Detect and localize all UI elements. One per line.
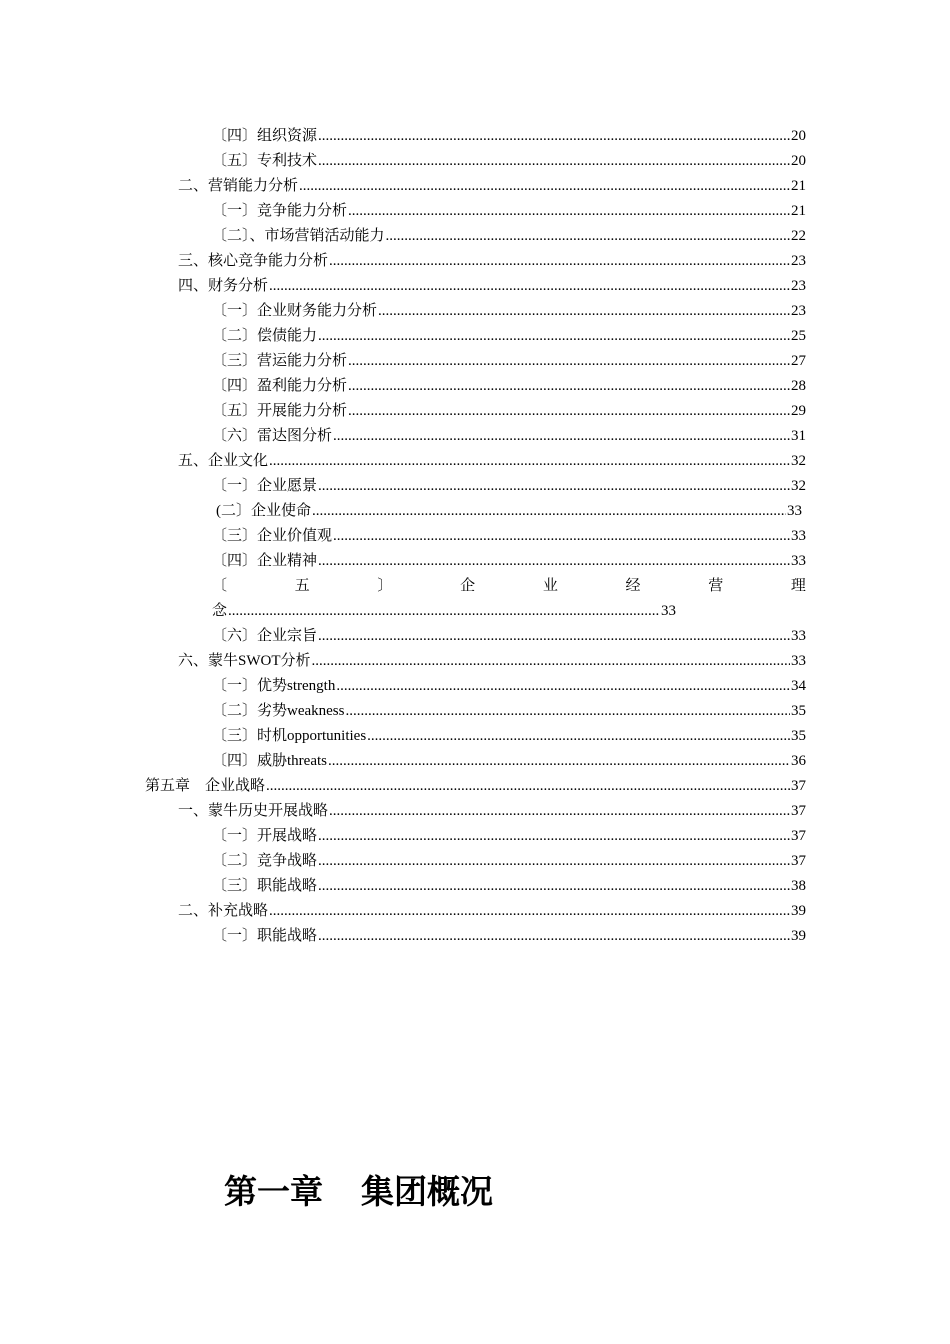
toc-entry[interactable] <box>178 650 806 672</box>
toc-entry[interactable] <box>212 125 806 147</box>
toc-entry[interactable] <box>145 775 806 797</box>
toc-page-number: 33 <box>791 553 806 569</box>
toc-label: 〔四〕盈利能力分析 <box>212 378 348 394</box>
toc-leader-dots <box>318 875 790 897</box>
chapter-heading <box>224 1170 493 1214</box>
toc-leader-dots <box>333 425 790 447</box>
toc-entry[interactable] <box>212 350 806 372</box>
toc-page-number: 33 <box>791 528 806 544</box>
toc-entry[interactable] <box>212 750 806 772</box>
toc-leader-dots <box>318 625 790 647</box>
toc-entry[interactable] <box>212 325 806 347</box>
toc-label: (二〕企业使命 <box>216 503 311 519</box>
toc-leader-dots <box>329 800 790 822</box>
toc-spread-char: 经 <box>625 578 641 594</box>
toc-page-number: 23 <box>791 303 806 319</box>
toc-leader-dots <box>318 850 790 872</box>
toc-leader-dots <box>318 475 790 497</box>
toc-page-number: 34 <box>791 678 806 694</box>
toc-entry[interactable] <box>212 400 806 422</box>
toc-leader-dots <box>348 200 790 222</box>
toc-page-number: 20 <box>791 153 806 169</box>
toc-entry-continuation[interactable] <box>212 600 676 622</box>
toc-leader-dots <box>345 700 790 722</box>
toc-label: 〔二〕竞争战略 <box>212 853 318 869</box>
toc-page-number: 32 <box>791 453 806 469</box>
chapter-title: 集团概况 <box>361 1172 493 1211</box>
toc-leader-dots <box>228 600 660 622</box>
toc-entry[interactable] <box>212 550 806 572</box>
toc-label: 〔一〕企业财务能力分析 <box>212 303 378 319</box>
toc-leader-dots <box>336 675 790 697</box>
toc-page-number: 33 <box>661 603 676 619</box>
toc-leader-dots <box>348 400 790 422</box>
toc-entry[interactable] <box>212 925 806 947</box>
toc-page-number: 22 <box>791 228 806 244</box>
toc-page-number: 31 <box>791 428 806 444</box>
toc-entry[interactable] <box>212 150 806 172</box>
toc-entry[interactable] <box>212 875 806 897</box>
toc-page-number: 37 <box>791 828 806 844</box>
toc-label: 〔二〕偿债能力 <box>212 328 318 344</box>
toc-page-number: 36 <box>791 753 806 769</box>
toc-leader-dots <box>312 500 786 522</box>
toc-leader-dots <box>348 350 790 372</box>
toc-label: 〔三〕营运能力分析 <box>212 353 348 369</box>
toc-entry[interactable] <box>212 425 806 447</box>
toc-entry[interactable] <box>178 900 806 922</box>
toc-label: 〔一〕优势strength <box>212 678 336 694</box>
toc-leader-dots <box>378 300 790 322</box>
toc-leader-dots <box>367 725 790 747</box>
toc-spread-char: 企 <box>460 578 476 594</box>
toc-spread-char: 业 <box>542 578 558 594</box>
toc-leader-dots <box>266 775 790 797</box>
toc-spread-char: 〕 <box>377 578 393 594</box>
toc-leader-dots <box>329 250 790 272</box>
toc-entry[interactable] <box>212 850 806 872</box>
toc-entry[interactable] <box>212 300 806 322</box>
toc-label: 〔二〕、市场营销活动能力 <box>212 228 385 244</box>
toc-leader-dots <box>269 450 790 472</box>
toc-leader-dots <box>269 900 790 922</box>
toc-label: 〔四〕企业精神 <box>212 553 318 569</box>
toc-entry[interactable] <box>178 250 806 272</box>
toc-entry[interactable] <box>212 825 806 847</box>
toc-label: 〔二〕劣势weakness <box>212 703 345 719</box>
toc-label: 二、营销能力分析 <box>178 178 299 194</box>
toc-page-number: 39 <box>791 903 806 919</box>
toc-label: 五、企业文化 <box>178 453 269 469</box>
toc-label: 〔三〕时机opportunities <box>212 728 367 744</box>
toc-label: 〔三〕企业价值观 <box>212 528 333 544</box>
toc-label: 〔四〕威胁threats <box>212 753 327 769</box>
toc-page-number: 33 <box>791 653 806 669</box>
toc-page-number: 33 <box>791 628 806 644</box>
toc-page-number: 37 <box>791 853 806 869</box>
toc-entry[interactable] <box>212 725 806 747</box>
toc-page-number: 25 <box>791 328 806 344</box>
toc-leader-dots <box>318 150 790 172</box>
chapter-number: 第一章 <box>224 1172 323 1211</box>
toc-label: 〔一〕竞争能力分析 <box>212 203 348 219</box>
toc-label: 〔五〕开展能力分析 <box>212 403 348 419</box>
toc-label: 〔一〕企业愿景 <box>212 478 318 494</box>
toc-page-number: 21 <box>791 203 806 219</box>
toc-page-number: 32 <box>791 478 806 494</box>
toc-leader-dots <box>328 750 790 772</box>
toc-entry[interactable] <box>212 225 806 247</box>
toc-entry[interactable] <box>212 475 806 497</box>
toc-spread-char: 〔 <box>212 578 228 594</box>
toc-label: 〔三〕职能战略 <box>212 878 318 894</box>
toc-entry[interactable] <box>178 450 806 472</box>
toc-entry[interactable] <box>212 625 806 647</box>
toc-leader-dots <box>386 225 790 247</box>
toc-label: 第五章 企业战略 <box>145 778 266 794</box>
toc-leader-dots <box>348 375 790 397</box>
toc-entry[interactable] <box>212 200 806 222</box>
toc-leader-dots <box>318 125 790 147</box>
toc-leader-dots <box>318 825 790 847</box>
toc-label: 〔四〕组织资源 <box>212 128 318 144</box>
toc-spread-char: 五 <box>294 578 310 594</box>
toc-entry[interactable] <box>212 525 806 547</box>
toc-leader-dots <box>318 325 790 347</box>
toc-spread-char: 理 <box>790 578 806 594</box>
toc-label: 〔五〕专利技术 <box>212 153 318 169</box>
toc-entry[interactable] <box>178 800 806 822</box>
toc-page-number: 21 <box>791 178 806 194</box>
toc-leader-dots <box>318 550 790 572</box>
toc-label: 〔六〕雷达图分析 <box>212 428 333 444</box>
toc-label: 四、财务分析 <box>178 278 269 294</box>
toc-leader-dots <box>312 650 791 672</box>
toc-page-number: 20 <box>791 128 806 144</box>
toc-page-number: 23 <box>791 278 806 294</box>
toc-entry[interactable] <box>178 175 806 197</box>
toc-page-number: 37 <box>791 778 806 794</box>
toc-leader-dots <box>333 525 790 547</box>
toc-leader-dots <box>269 275 790 297</box>
toc-page-number: 28 <box>791 378 806 394</box>
toc-spread-char: 营 <box>708 578 724 594</box>
toc-entry[interactable] <box>178 275 806 297</box>
toc-page-number: 38 <box>791 878 806 894</box>
toc-label: 〔一〕职能战略 <box>212 928 318 944</box>
toc-entry-spread <box>212 575 806 597</box>
toc-entry[interactable] <box>212 700 806 722</box>
toc-page-number: 35 <box>791 703 806 719</box>
toc-page-number: 39 <box>791 928 806 944</box>
toc-label: 〔六〕企业宗旨 <box>212 628 318 644</box>
toc-page-number: 33 <box>787 503 802 519</box>
toc-leader-dots <box>299 175 790 197</box>
toc-label: 六、蒙牛SWOT分析 <box>178 653 311 669</box>
toc-entry[interactable] <box>216 500 802 522</box>
toc-leader-dots <box>318 925 790 947</box>
toc-page-number: 37 <box>791 803 806 819</box>
toc-entry[interactable] <box>212 375 806 397</box>
toc-label: 念 <box>212 603 228 619</box>
toc-page-number: 27 <box>791 353 806 369</box>
toc-page-number: 35 <box>791 728 806 744</box>
toc-label: 〔一〕开展战略 <box>212 828 318 844</box>
toc-label: 一、蒙牛历史开展战略 <box>178 803 329 819</box>
toc-entry[interactable] <box>212 675 806 697</box>
toc-page-number: 23 <box>791 253 806 269</box>
toc-label: 二、补充战略 <box>178 903 269 919</box>
toc-label: 三、核心竞争能力分析 <box>178 253 329 269</box>
toc-page-number: 29 <box>791 403 806 419</box>
